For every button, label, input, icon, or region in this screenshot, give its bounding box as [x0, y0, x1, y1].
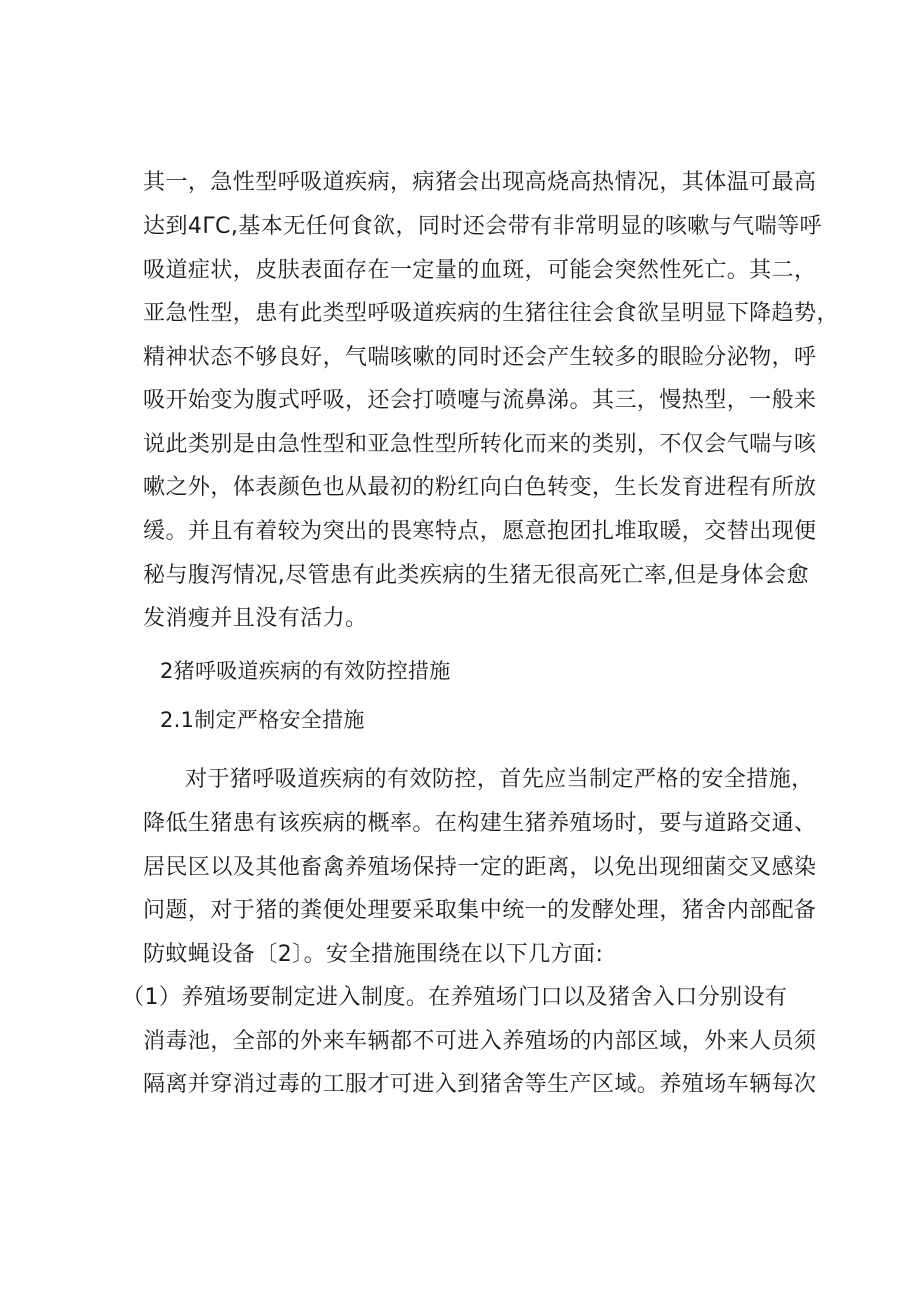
text-line: （1）养殖场要制定进入制度。在养殖场门口以及猪舍入口分别设有	[122, 985, 788, 1010]
text-line: 居民区以及其他畜禽养殖场保持一定的距离，以免出现细菌交叉感染	[143, 855, 817, 880]
text-line: 缓。并且有着较为突出的畏寒特点，愿意抱团扎堆取暖，交替出现便	[143, 519, 817, 544]
text-line: 达到4ΓC,基本无任何食欲，同时还会带有非常明显的咳嗽与气喘等呼	[143, 214, 823, 239]
subsection-heading: 2.1制定严格安全措施	[160, 708, 365, 732]
text-line: 秘与腹泻情况,尽管患有此类疾病的生猪无很高死亡率,但是身体会愈	[143, 563, 809, 588]
text-line: 对于猪呼吸道疾病的有效防控，首先应当制定严格的安全措施，	[185, 767, 814, 792]
text-line: 嗽之外，体表颜色也从最初的粉红向白色转变，生长发育进程有所放	[143, 475, 817, 500]
text-line: 精神状态不够良好，气喘咳嗽的同时还会产生较多的眼睑分泌物，呼	[143, 345, 817, 370]
text-line: 其一，急性型呼吸道疾病，病猪会出现高烧高热情况，其体温可最高	[143, 170, 817, 195]
text-line: 防蚊蝇设备〔2〕。安全措施围绕在以下几方面:	[143, 942, 604, 967]
text-line: 问题，对于猪的粪便处理要采取集中统一的发酵处理，猪舍内部配备	[143, 898, 817, 923]
section-heading: 2猪呼吸道疾病的有效防控措施	[160, 659, 451, 683]
text-line: 吸开始变为腹式呼吸，还会打喷嚏与流鼻涕。其三，慢热型，一般来	[143, 388, 817, 413]
text-line: 降低生猪患有该疾病的概率。在构建生猪养殖场时，要与道路交通、	[143, 811, 817, 836]
text-line: 消毒池，全部的外来车辆都不可进入养殖场的内部区域，外来人员须	[143, 1029, 817, 1054]
text-line: 亚急性型，患有此类型呼吸道疾病的生猪往往会食欲呈明显下降趋势，	[143, 301, 839, 326]
text-line: 发消瘦并且没有活力。	[143, 606, 368, 631]
text-line: 说此类别是由急性型和亚急性型所转化而来的类别，不仅会气喘与咳	[143, 432, 817, 457]
text-line: 隔离并穿消过毒的工服才可进入到猪舍等生产区域。养殖场车辆每次	[143, 1072, 817, 1097]
text-line: 吸道症状，皮肤表面存在一定量的血斑，可能会突然性死亡。其二，	[143, 258, 817, 283]
